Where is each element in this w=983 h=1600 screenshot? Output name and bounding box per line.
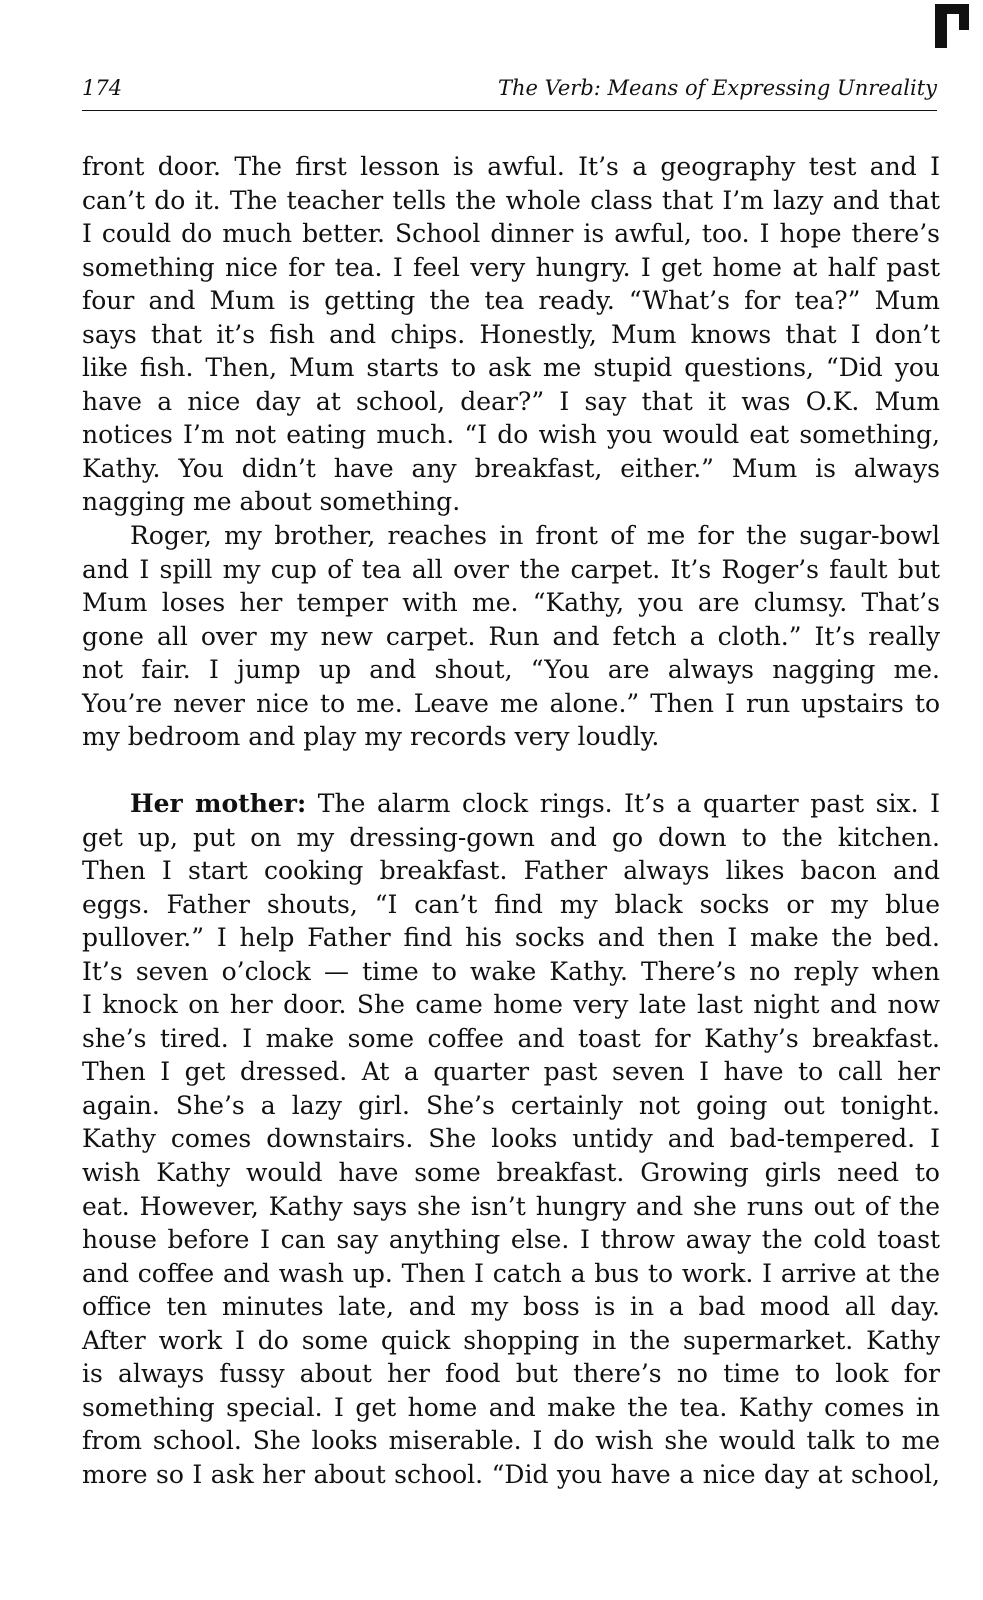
text-line: house before I can say anything else. I throw away the cold toast <box>82 1225 940 1255</box>
text-line: more so I ask her about school. “Did you have a nice day at school, <box>82 1459 940 1489</box>
text-line: wish Kathy would have some breakfast. Growing girls need to <box>82 1158 940 1188</box>
text-line: office ten minutes late, and my boss is in a bad mood all day. <box>82 1292 940 1322</box>
text-line: something nice for tea. I feel very hungry. I get home at half past <box>82 252 940 282</box>
text-line: I could do much better. School dinner is awful, too. I hope there’s <box>82 219 940 249</box>
text-line: like fish. Then, Mum starts to ask me stupid questions, “Did you <box>82 353 940 383</box>
text-line: You’re never nice to me. Leave me alone.” Then I run upstairs to <box>82 688 940 718</box>
page-number: 174 <box>82 76 123 100</box>
text-line: eat. However, Kathy says she isn’t hungry and she runs out of the <box>82 1191 940 1221</box>
header-rule <box>82 110 937 111</box>
text-line: four and Mum is getting the tea ready. “What’s for tea?” Mum <box>82 286 940 316</box>
text-line: After work I do some quick shopping in the supermarket. Kathy <box>82 1325 940 1355</box>
running-head: The Verb: Means of Expressing Unreality <box>498 76 937 100</box>
text-line: Kathy. You didn’t have any breakfast, either.” Mum is always <box>82 453 940 483</box>
text-line: not fair. I jump up and shout, “You are always nagging me. <box>82 655 940 685</box>
text-line: and coffee and wash up. Then I catch a bus to work. I arrive at the <box>82 1258 940 1288</box>
text-line: notices I’m not eating much. “I do wish you would eat something, <box>82 420 940 450</box>
text-line: gone all over my new carpet. Run and fetch a cloth.” It’s really <box>82 621 940 651</box>
speaker-line-text: The alarm clock rings. It’s a quarter past six. I <box>306 789 940 818</box>
text-line: can’t do it. The teacher tells the whole class that I’m lazy and that <box>82 185 940 215</box>
paragraph-roger <box>82 519 940 754</box>
page-header <box>82 72 937 112</box>
corner-crop-mark-icon <box>929 0 973 52</box>
text-line: Then I start cooking breakfast. Father always likes bacon and <box>82 856 940 886</box>
paragraph-mother-narration <box>82 787 940 1491</box>
text-line: something special. I get home and make the tea. Kathy comes in <box>82 1392 940 1422</box>
text-line: eggs. Father shouts, “I can’t find my black socks or my blue <box>82 889 940 919</box>
text-line: my bedroom and play my records very loudly. <box>82 722 660 752</box>
text-line: It’s seven o’clock — time to wake Kathy. There’s no reply when <box>82 956 940 986</box>
text-line: Kathy comes downstairs. She looks untidy and bad-tempered. I <box>82 1124 940 1154</box>
text-line: and I spill my cup of tea all over the carpet. It’s Roger’s fault but <box>82 554 940 584</box>
text-line: Then I get dressed. At a quarter past seven I have to call her <box>82 1057 940 1087</box>
text-line: says that it’s fish and chips. Honestly, Mum knows that I don’t <box>82 319 940 349</box>
text-line: Roger, my brother, reaches in front of me for the sugar-bowl <box>130 521 940 550</box>
speaker-label: Her mother: <box>130 789 307 818</box>
text-line: I knock on her door. She came home very late last night and now <box>82 990 940 1020</box>
text-line: nagging me about something. <box>82 487 461 517</box>
text-line: get up, put on my dressing-gown and go down to the kitchen. <box>82 822 940 852</box>
text-line: she’s tired. I make some coffee and toast for Kathy’s breakfast. <box>82 1023 940 1053</box>
text-line: Mum loses her temper with me. “Kathy, you are clumsy. That’s <box>82 588 940 618</box>
text-line: front door. The first lesson is awful. It’s a geography test and I <box>82 152 940 181</box>
text-line: is always fussy about her food but there’s no time to look for <box>82 1359 940 1389</box>
text-line: have a nice day at school, dear?” I say that it was O.K. Mum <box>82 386 940 416</box>
text-line: pullover.” I help Father find his socks and then I make the bed. <box>82 923 940 953</box>
text-line: from school. She looks miserable. I do wish she would talk to me <box>82 1426 940 1456</box>
paragraph-kathy-narration <box>82 150 940 519</box>
text-line <box>82 787 940 821</box>
text-line: again. She’s a lazy girl. She’s certainly not going out tonight. <box>82 1090 940 1120</box>
